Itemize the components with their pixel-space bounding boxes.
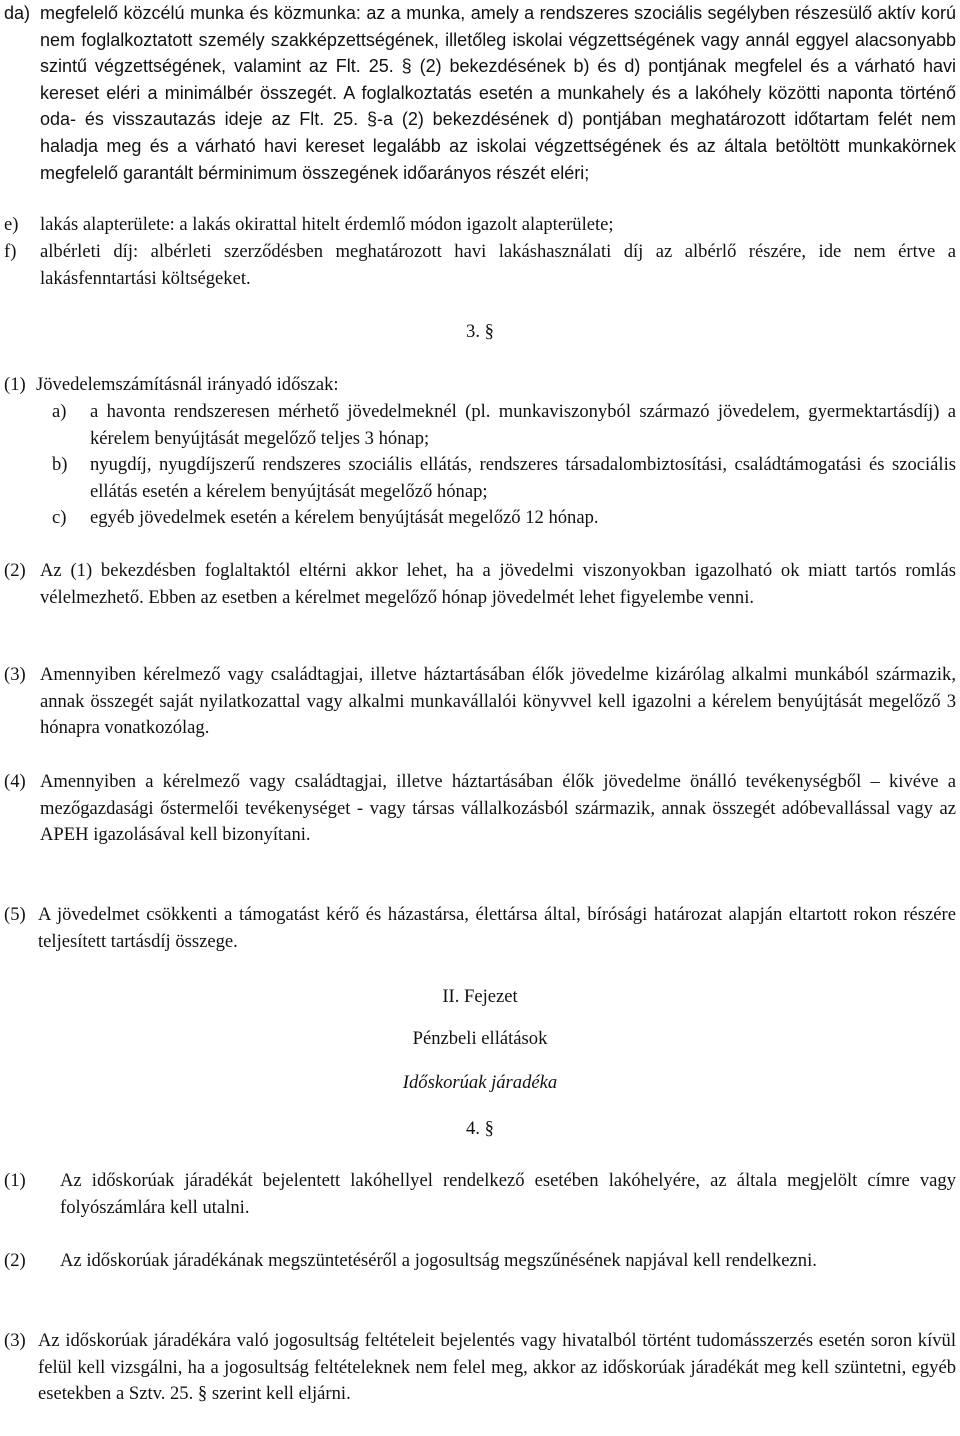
paragraph-text: Az (1) bekezdésben foglaltaktól eltérni akkor lehet, ha a jövedelmi viszonyokban igazolható ok miatt tartós romlás vélelmezhető. Ebben az esetben a kérelmet megelőző hónap jövedelmét lehet figyelembe venni. bbox=[40, 560, 956, 608]
section-3-paragraph-2 bbox=[4, 558, 956, 611]
item-text: egyéb jövedelmek esetén a kérelem benyújtását megelőző 12 hónap. bbox=[90, 507, 599, 528]
paragraph-text: A jövedelmet csökkenti a támogatást kérő és házastársa, élettársa által, bírósági határozat alapján eltartott rokon részére teljesített tartásdíj összege. bbox=[38, 904, 956, 952]
list-item-c bbox=[52, 505, 956, 532]
paragraph-text: Az időskorúak járadékára való jogosultság feltételeit bejelentés vagy hivatalból történt tudomásszerzés esetén soron kívül felül kell vizsgálni, ha a jogosultság feltételeknek nem felel meg, akkor az időskorúak járadékát meg kell szüntetni, egyéb esetekben a Sztv. 25. § szerint kell eljárni. bbox=[38, 1330, 956, 1405]
item-text: albérleti díj: albérleti szerződésben meghatározott havi lakáshasználati díj az albérlő részére, ide nem értve a lakásfenntartási költségeket. bbox=[40, 241, 956, 289]
paragraph-label: (2) bbox=[4, 560, 26, 581]
paragraph-label: (3) bbox=[4, 664, 26, 685]
paragraph-label: (4) bbox=[4, 771, 26, 792]
section-3-paragraph-3 bbox=[4, 662, 956, 742]
item-label: da) bbox=[4, 3, 31, 23]
section-4-paragraph-1 bbox=[4, 1168, 956, 1221]
item-label: c) bbox=[52, 507, 67, 528]
chapter-title: Pénzbeli ellátások bbox=[412, 1028, 548, 1049]
item-label: e) bbox=[4, 214, 19, 235]
item-text: lakás alapterülete: a lakás okirattal hitelt érdemlő módon igazolt alapterülete; bbox=[40, 214, 614, 235]
paragraph-text: Jövedelemszámításnál irányadó időszak: bbox=[36, 374, 339, 395]
paragraph-label: (1) bbox=[4, 1170, 26, 1191]
item-text: megfelelő közcélú munka és közmunka: az a munka, amely a rendszeres szociális segélyben részesülő aktív korú nem foglalkoztatott személy szakképzettségének, illetőleg iskolai végzettségének vagy annál eggyel alacsonyabb szintű végzettségének, valamint az Flt. 25. § (2) bekezdésének b) és d) pontjának megfelel és a várható havi kereset eléri a minimálbér összegét. A foglalkoztatás esetén a munkahely és a lakóhely közötti naponta történő oda- és visszautazás ideje az Flt. 25. §-a (2) bekezdésének d) pontjában meghatározott időtartam felét nem haladja meg és a várható havi kereset legalább az iskolai végzettségének és az általa betöltött munkakörnek megfelelő garantált bérminimum összegének időarányos részét eléri; bbox=[40, 3, 956, 183]
definition-f bbox=[4, 239, 956, 292]
definition-e bbox=[4, 212, 956, 239]
section-3-paragraph-4 bbox=[4, 769, 956, 849]
definition-da bbox=[4, 0, 956, 186]
paragraph-text: Az időskorúak járadékát bejelentett lakóhellyel rendelkező esetében lakóhelyére, az általa megjelölt címre vagy folyószámlára kell utalni. bbox=[60, 1170, 956, 1218]
paragraph-label: (1) bbox=[4, 374, 26, 395]
item-label: a) bbox=[52, 401, 67, 422]
item-text: a havonta rendszeresen mérhető jövedelmeknél (pl. munkaviszonyból származó jövedelem, gyermektartásdíj) a kérelem benyújtását megelőző teljes 3 hónap; bbox=[90, 401, 956, 449]
item-label: f) bbox=[4, 241, 17, 262]
section-4-paragraph-3 bbox=[4, 1328, 956, 1408]
paragraph-text: Az időskorúak járadékának megszüntetéséről a jogosultság megszűnésének napjával kell rendelkezni. bbox=[60, 1250, 817, 1271]
paragraph-text: Amennyiben kérelmező vagy családtagjai, illetve háztartásában élők jövedelme kizárólag alkalmi munkából származik, annak összegét saját nyilatkozattal vagy alkalmi munkavállalói könyvvel kell igazolni a kérelem benyújtását megelőző 3 hónapra vonatkozólag. bbox=[40, 664, 956, 739]
section-4-paragraph-2 bbox=[4, 1248, 956, 1275]
section-3-paragraph-5 bbox=[4, 902, 956, 955]
paragraph-text: Amennyiben a kérelmező vagy családtagjai, illetve háztartásában élők jövedelme önálló tevékenységből – kivéve a mezőgazdasági őstermelői tevékenységet - vagy társas vállalkozásból származik, annak összegét adóbevallással vagy az APEH igazolásával kell bizonyítani. bbox=[40, 771, 956, 846]
chapter-number: II. Fejezet bbox=[442, 986, 518, 1007]
list-item-b bbox=[52, 452, 956, 505]
section-4-heading: 4. § bbox=[466, 1118, 494, 1139]
item-label: b) bbox=[52, 454, 68, 475]
paragraph-label: (3) bbox=[4, 1330, 26, 1351]
section-3-heading: 3. § bbox=[466, 321, 494, 342]
paragraph-label: (2) bbox=[4, 1250, 26, 1271]
item-text: nyugdíj, nyugdíjszerű rendszeres szociális ellátás, rendszeres társadalombiztosítási, családtámogatási és szociális ellátás esetén a kérelem benyújtását megelőző hónap; bbox=[90, 454, 956, 502]
chapter-subtitle: Időskorúak járadéka bbox=[402, 1072, 558, 1093]
section-3-paragraph-1 bbox=[4, 372, 956, 399]
paragraph-label: (5) bbox=[4, 904, 26, 925]
list-item-a bbox=[52, 399, 956, 452]
